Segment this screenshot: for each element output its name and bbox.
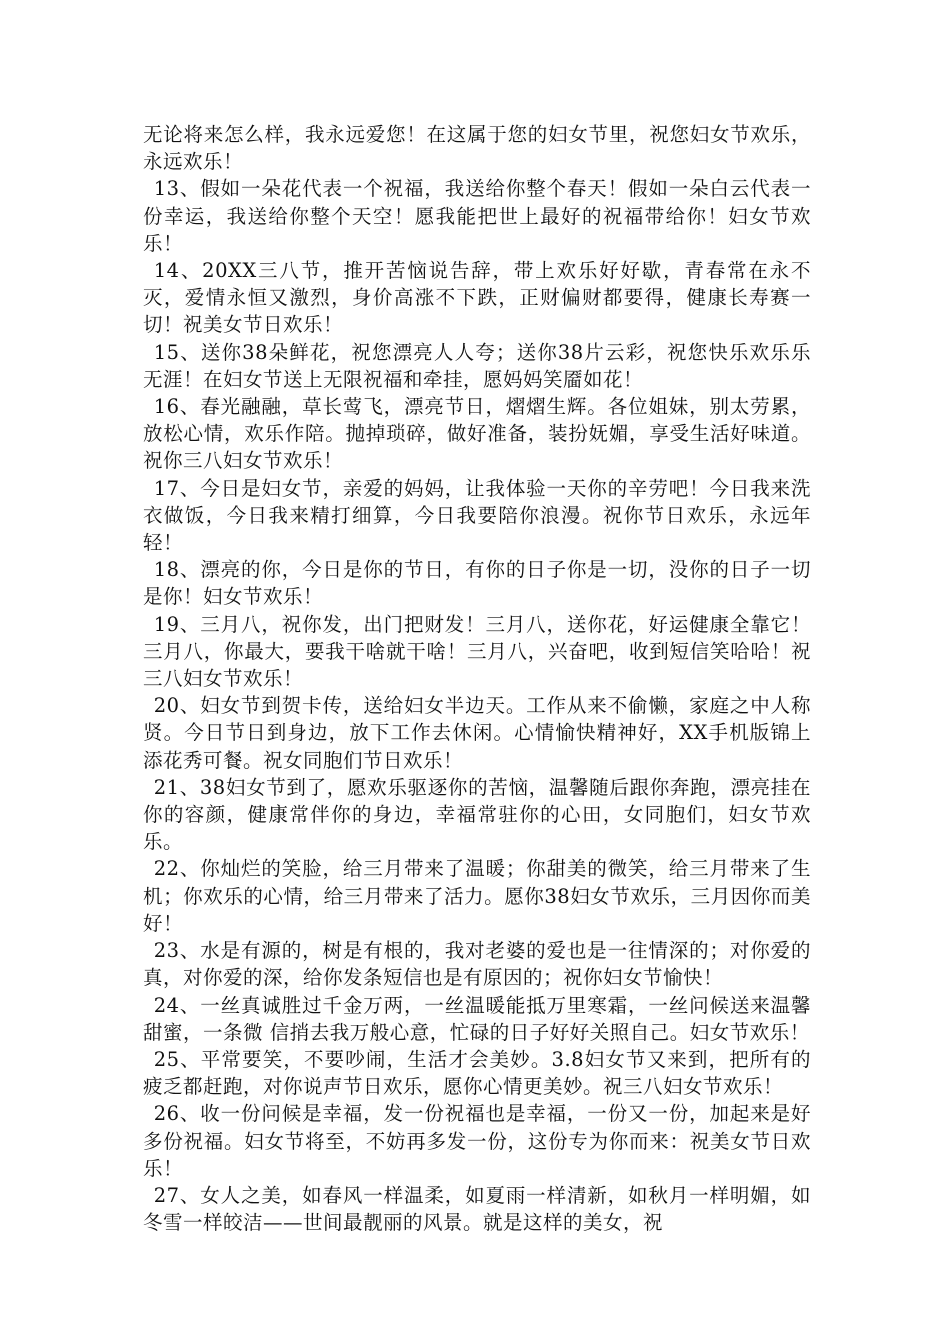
paragraph-14: 14、20XX三八节，推开苦恼说告辞，带上欢乐好好歇，青春常在永不灭，爱情永恒又激烈，身价高涨不下跌，正财偏财都要得，健康长寿赛一切！祝美女节日欢乐！ — [143, 259, 811, 337]
paragraph-20: 20、妇女节到贺卡传，送给妇女半边天。工作从来不偷懒，家庭之中人称贤。今日节日到身边，放下工作去休闲。心情愉快精神好，XX手机版锦上添花秀可餐。祝女同胞们节日欢乐！ — [143, 694, 811, 772]
paragraph-16: 16、春光融融，草长莺飞，漂亮节日，熠熠生辉。各位姐妹，别太劳累，放松心情，欢乐作陪。抛掉琐碎，做好准备，装扮妩媚，享受生活好味道。祝你三八妇女节欢乐！ — [143, 395, 811, 473]
paragraph-15: 15、送你38朵鲜花，祝您漂亮人人夸；送你38片云彩，祝您快乐欢乐乐无涯！在妇女节送上无限祝福和牵挂，愿妈妈笑靥如花！ — [143, 340, 811, 391]
document-body — [143, 121, 811, 1236]
paragraph-18: 18、漂亮的你，今日是你的节日，有你的日子你是一切，没你的日子一切是你！妇女节欢乐！ — [143, 558, 811, 609]
paragraph-26: 26、收一份问候是幸福，发一份祝福也是幸福，一份又一份，加起来是好多份祝福。妇女节将至，不妨再多发一份，这份专为你而来：祝美女节日欢乐！ — [143, 1102, 811, 1180]
paragraph-17: 17、今日是妇女节，亲爱的妈妈，让我体验一天你的辛劳吧！今日我来洗衣做饭，今日我来精打细算，今日我要陪你浪漫。祝你节日欢乐，永远年轻！ — [143, 476, 811, 555]
paragraph-13: 13、假如一朵花代表一个祝福，我送给你整个春天！假如一朵白云代表一份幸运，我送给你整个天空！愿我能把世上最好的祝福带给你！妇女节欢乐！ — [143, 177, 811, 255]
paragraph-19: 19、三月八，祝你发，出门把财发！三月八，送你花，好运健康全靠它！三月八，你最大，要我干啥就干啥！三月八，兴奋吧，收到短信笑哈哈！祝三八妇女节欢乐！ — [143, 612, 811, 691]
paragraph-21: 21、38妇女节到了，愿欢乐驱逐你的苦恼，温馨随后跟你奔跑，漂亮挂在你的容颜，健康常伴你的身边，幸福常驻你的心田，女同胞们，妇女节欢乐。 — [143, 775, 811, 854]
paragraph-23: 23、水是有源的，树是有根的，我对老婆的爱也是一往情深的；对你爱的真，对你爱的深，给你发条短信也是有原因的；祝你妇女节愉快！ — [143, 939, 811, 990]
paragraph-25: 25、平常要笑，不要吵闹，生活才会美妙。3.8妇女节又来到，把所有的疲乏都赶跑，对你说声节日欢乐，愿你心情更美妙。祝三八妇女节欢乐！ — [143, 1047, 811, 1099]
paragraph-24: 24、一丝真诚胜过千金万两，一丝温暖能抵万里寒霜，一丝问候送来温馨甜蜜，一条微 信捎去我万般心意，忙碌的日子好好关照自己。妇女节欢乐！ — [143, 993, 811, 1044]
paragraph-27: 27、女人之美，如春风一样温柔，如夏雨一样清新，如秋月一样明媚，如冬雪一样皎洁——世间最靓丽的风景。就是这样的美女，祝 — [143, 1183, 811, 1235]
paragraph-22: 22、你灿烂的笑脸，给三月带来了温暖；你甜美的微笑，给三月带来了生机；你欢乐的心情，给三月带来了活力。愿你38妇女节欢乐，三月因你而美好！ — [143, 857, 811, 935]
paragraph-continuation: 无论将来怎么样，我永远爱您！在这属于您的妇女节里，祝您妇女节欢乐，永远欢乐！ — [143, 123, 811, 174]
